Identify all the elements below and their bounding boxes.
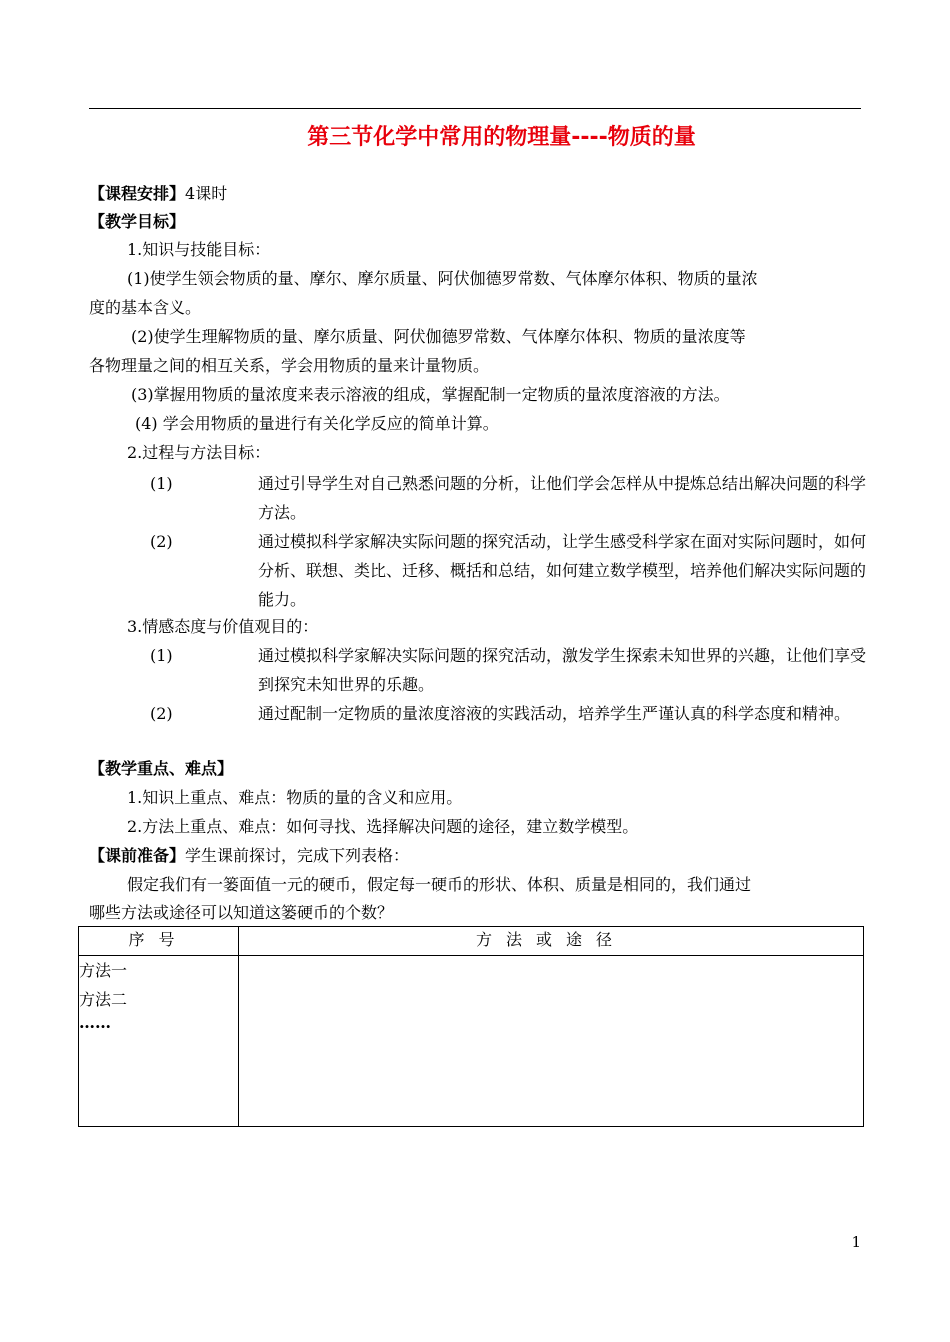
knowledge-p1-line2: 度的基本含义。 — [89, 298, 202, 317]
methods-table — [78, 926, 864, 1127]
prep-label: 【课前准备】 — [89, 846, 186, 865]
header-serial: 序号 — [79, 927, 239, 956]
prep-value: 学生课前探讨，完成下列表格： — [185, 846, 410, 865]
method-2: 方法二 — [79, 990, 128, 1009]
key-point-1: 1.知识上重点、难点：物质的量的含义和应用。 — [127, 788, 463, 807]
process-item-2-text: 通过模拟科学家解决实际问题的探究活动，让学生感受科学家在面对实际问题时，如何分析、联想、类比、迁移、概括和总结，如何建立数学模型，培养他们解决实际问题的能力。 — [258, 532, 867, 609]
method-ellipsis: …… — [79, 1013, 111, 1032]
prep-question-line2: 哪些方法或途径可以知道这篓硬币的个数？ — [89, 903, 394, 922]
prep-line — [89, 842, 409, 870]
process-heading: 2.过程与方法目标： — [127, 443, 271, 462]
emotion-item-1-text: 通过模拟科学家解决实际问题的探究活动，激发学生探索未知世界的兴趣，让他们享受到探究未知世界的乐趣。 — [258, 646, 867, 694]
schedule-label: 【课程安排】 — [89, 184, 186, 203]
knowledge-heading: 1.知识与技能目标： — [127, 240, 271, 259]
key-points-label: 【教学重点、难点】 — [89, 759, 234, 778]
method-1: 方法一 — [79, 961, 128, 980]
knowledge-p4: (4) 学会用物质的量进行有关化学反应的简单计算。 — [135, 414, 499, 433]
method-answer-cell[interactable] — [239, 956, 864, 1127]
objectives-label: 【教学目标】 — [89, 212, 186, 231]
knowledge-p1-line1: (1)使学生领会物质的量、摩尔、摩尔质量、阿伏伽德罗常数、气体摩尔体积、物质的量浓 — [127, 269, 758, 288]
page-number: 1 — [851, 1233, 861, 1251]
schedule-value: 4课时 — [185, 184, 228, 203]
emotion-heading: 3.情感态度与价值观目的： — [127, 617, 319, 636]
process-item-1-text: 通过引导学生对自己熟悉问题的分析，让他们学会怎样从中提炼总结出解决问题的科学方法。 — [258, 474, 867, 522]
header-rule — [89, 108, 861, 109]
header-method: 方法或途径 — [239, 927, 864, 956]
emotion-item-2-text: 通过配制一定物质的量浓度溶液的实践活动，培养学生严谨认真的科学态度和精神。 — [258, 704, 851, 723]
emotion-item-1-num: (1) — [150, 646, 173, 665]
key-point-2: 2.方法上重点、难点：如何寻找、选择解决问题的途径，建立数学模型。 — [127, 817, 639, 836]
prep-question-line1: 假定我们有一篓面值一元的硬币，假定每一硬币的形状、体积、质量是相同的，我们通过 — [127, 875, 752, 894]
method-list-cell — [79, 956, 239, 1127]
knowledge-p2-line2: 各物理量之间的相互关系，学会用物质的量来计量物质。 — [89, 356, 490, 375]
schedule-line — [89, 180, 227, 208]
page-title: 第三节化学中常用的物理量----物质的量 — [307, 125, 696, 150]
process-item-1-num: (1) — [150, 474, 173, 493]
emotion-item-2-num: (2) — [150, 704, 173, 723]
process-item-2-num: (2) — [150, 532, 173, 551]
knowledge-p3: (3)掌握用物质的量浓度来表示溶液的组成，掌握配制一定物质的量浓度溶液的方法。 — [131, 385, 730, 404]
table-header-row — [79, 927, 864, 956]
table-row — [79, 956, 864, 1127]
knowledge-p2-line1: (2)使学生理解物质的量、摩尔质量、阿伏伽德罗常数、气体摩尔体积、物质的量浓度等 — [131, 327, 746, 346]
